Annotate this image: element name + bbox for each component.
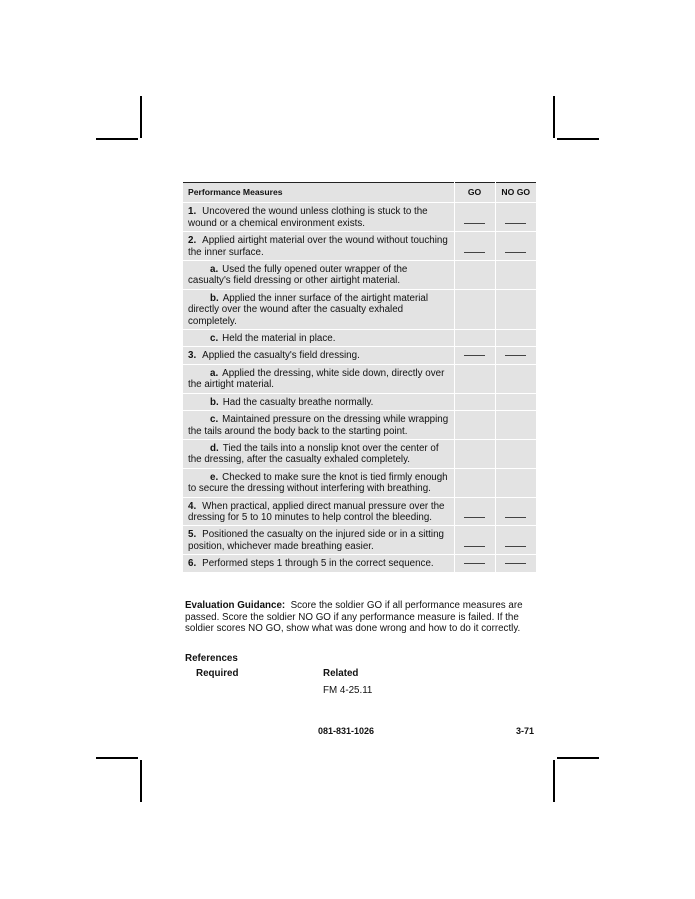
go-cell bbox=[454, 330, 495, 347]
go-blank bbox=[464, 251, 485, 253]
substep-letter: a. bbox=[210, 367, 219, 379]
table-row bbox=[183, 232, 536, 261]
crop-mark-bottom-left-h bbox=[96, 757, 138, 759]
no-go-blank bbox=[505, 562, 526, 564]
go-blank bbox=[464, 562, 485, 564]
go-blank bbox=[464, 516, 485, 518]
table-header-row bbox=[183, 183, 536, 203]
measure-text: Had the casualty breathe normally. bbox=[222, 396, 374, 408]
table-row bbox=[183, 347, 536, 364]
page-number: 3-71 bbox=[516, 726, 535, 736]
measure-cell bbox=[183, 347, 454, 364]
go-cell bbox=[454, 439, 495, 468]
step-number: 2. bbox=[188, 235, 197, 247]
no-go-blank bbox=[505, 354, 526, 356]
header-no-go: NO GO bbox=[495, 183, 536, 203]
measure-cell bbox=[183, 330, 454, 347]
no-go-cell bbox=[495, 232, 536, 261]
substep-letter: e. bbox=[210, 471, 219, 483]
no-go-cell bbox=[495, 203, 536, 232]
crop-mark-top-right bbox=[553, 96, 555, 138]
go-cell bbox=[454, 232, 495, 261]
go-blank bbox=[464, 354, 485, 356]
no-go-cell bbox=[495, 289, 536, 329]
guidance-text: Score the soldier GO if all performance measures are passed. Score the soldier NO GO if any performance measure is failed. If the soldier scores NO GO, show what was done wrong and how to do it correctly. bbox=[185, 600, 523, 635]
measure-text: Applied airtight material over the wound without touching the inner surface. bbox=[188, 235, 448, 258]
go-cell bbox=[454, 393, 495, 410]
step-number: 5. bbox=[188, 529, 197, 541]
table-body bbox=[183, 203, 536, 572]
substep-letter: a. bbox=[210, 264, 219, 276]
measure-cell bbox=[183, 526, 454, 555]
measure-cell bbox=[183, 232, 454, 261]
table-row bbox=[183, 261, 536, 290]
go-cell bbox=[454, 364, 495, 393]
measure-text: Positioned the casualty on the injured side or in a sitting position, whichever made breathing easier. bbox=[188, 529, 444, 552]
table-row bbox=[183, 555, 536, 572]
no-go-cell bbox=[495, 439, 536, 468]
no-go-cell bbox=[495, 468, 536, 497]
go-cell bbox=[454, 289, 495, 329]
measure-text: Maintained pressure on the dressing while wrapping the tails around the body back to the starting point. bbox=[188, 414, 449, 437]
step-number: 6. bbox=[188, 558, 197, 570]
no-go-blank bbox=[505, 251, 526, 253]
go-cell bbox=[454, 203, 495, 232]
measure-cell bbox=[183, 203, 454, 232]
no-go-blank bbox=[505, 516, 526, 518]
measure-cell bbox=[183, 393, 454, 410]
go-cell bbox=[454, 497, 495, 526]
step-number: 1. bbox=[188, 206, 197, 218]
crop-mark-top-right-h bbox=[557, 138, 599, 140]
no-go-cell bbox=[495, 411, 536, 440]
go-blank bbox=[464, 545, 485, 547]
measure-cell bbox=[183, 497, 454, 526]
measure-cell bbox=[183, 364, 454, 393]
substep-letter: d. bbox=[210, 442, 219, 454]
evaluation-guidance bbox=[185, 600, 537, 635]
substep-letter: c. bbox=[210, 414, 219, 426]
go-cell bbox=[454, 261, 495, 290]
no-go-cell bbox=[495, 347, 536, 364]
table-row bbox=[183, 497, 536, 526]
measure-cell bbox=[183, 411, 454, 440]
no-go-cell bbox=[495, 364, 536, 393]
related-reference: FM 4-25.11 bbox=[323, 685, 373, 696]
crop-mark-bottom-left bbox=[140, 760, 142, 802]
performance-measures-table bbox=[183, 182, 536, 573]
no-go-blank bbox=[505, 545, 526, 547]
table-row bbox=[183, 439, 536, 468]
table-row bbox=[183, 526, 536, 555]
substep-letter: b. bbox=[210, 396, 219, 408]
measure-cell bbox=[183, 468, 454, 497]
crop-mark-top-left-h bbox=[96, 138, 138, 140]
guidance-label: Evaluation Guidance: bbox=[185, 600, 286, 611]
no-go-cell bbox=[495, 261, 536, 290]
no-go-cell bbox=[495, 526, 536, 555]
step-number: 3. bbox=[188, 350, 197, 362]
measure-cell bbox=[183, 439, 454, 468]
measure-text: Used the fully opened outer wrapper of the casualty's field dressing or other airtight material. bbox=[188, 264, 408, 287]
measure-text: Tied the tails into a nonslip knot over the center of the dressing, after the casualty exhaled completely. bbox=[188, 442, 439, 466]
required-label: Required bbox=[196, 668, 239, 679]
step-number: 4. bbox=[188, 500, 197, 512]
substep-letter: b. bbox=[210, 292, 219, 304]
measure-text: Performed steps 1 through 5 in the correct sequence. bbox=[202, 558, 434, 570]
header-performance-measures: Performance Measures bbox=[183, 183, 454, 203]
go-blank bbox=[464, 222, 485, 224]
no-go-blank bbox=[505, 222, 526, 224]
table-row bbox=[183, 393, 536, 410]
measure-text: Uncovered the wound unless clothing is stuck to the wound or a chemical environment exists. bbox=[188, 206, 428, 229]
header-go: GO bbox=[454, 183, 495, 203]
no-go-cell bbox=[495, 330, 536, 347]
measure-text: When practical, applied direct manual pressure over the dressing for 5 to 10 minutes to help control the bleeding. bbox=[188, 500, 445, 523]
go-cell bbox=[454, 411, 495, 440]
measure-cell bbox=[183, 261, 454, 290]
go-cell bbox=[454, 555, 495, 572]
table-row bbox=[183, 203, 536, 232]
go-cell bbox=[454, 526, 495, 555]
measure-cell bbox=[183, 289, 454, 329]
measure-text: Held the material in place. bbox=[222, 333, 336, 345]
table-row bbox=[183, 289, 536, 329]
table-row bbox=[183, 411, 536, 440]
measure-cell bbox=[183, 555, 454, 572]
crop-mark-bottom-right bbox=[553, 760, 555, 802]
table-row bbox=[183, 468, 536, 497]
table-row bbox=[183, 330, 536, 347]
references-title: References bbox=[185, 653, 238, 664]
go-cell bbox=[454, 468, 495, 497]
measure-text: Checked to make sure the knot is tied firmly enough to secure the dressing without interfering with breathing. bbox=[188, 471, 448, 495]
table-row bbox=[183, 364, 536, 393]
no-go-cell bbox=[495, 555, 536, 572]
related-label: Related bbox=[323, 668, 359, 679]
crop-mark-bottom-right-h bbox=[557, 757, 599, 759]
crop-mark-top-left bbox=[140, 96, 142, 138]
measure-text: Applied the inner surface of the airtight material directly over the wound after the casualty exhaled completely. bbox=[188, 292, 429, 327]
no-go-cell bbox=[495, 393, 536, 410]
measure-text: Applied the casualty's field dressing. bbox=[202, 350, 360, 362]
no-go-cell bbox=[495, 497, 536, 526]
task-number: 081-831-1026 bbox=[318, 726, 375, 736]
substep-letter: c. bbox=[210, 333, 219, 345]
measure-text: Applied the dressing, white side down, directly over the airtight material. bbox=[188, 367, 445, 391]
go-cell bbox=[454, 347, 495, 364]
